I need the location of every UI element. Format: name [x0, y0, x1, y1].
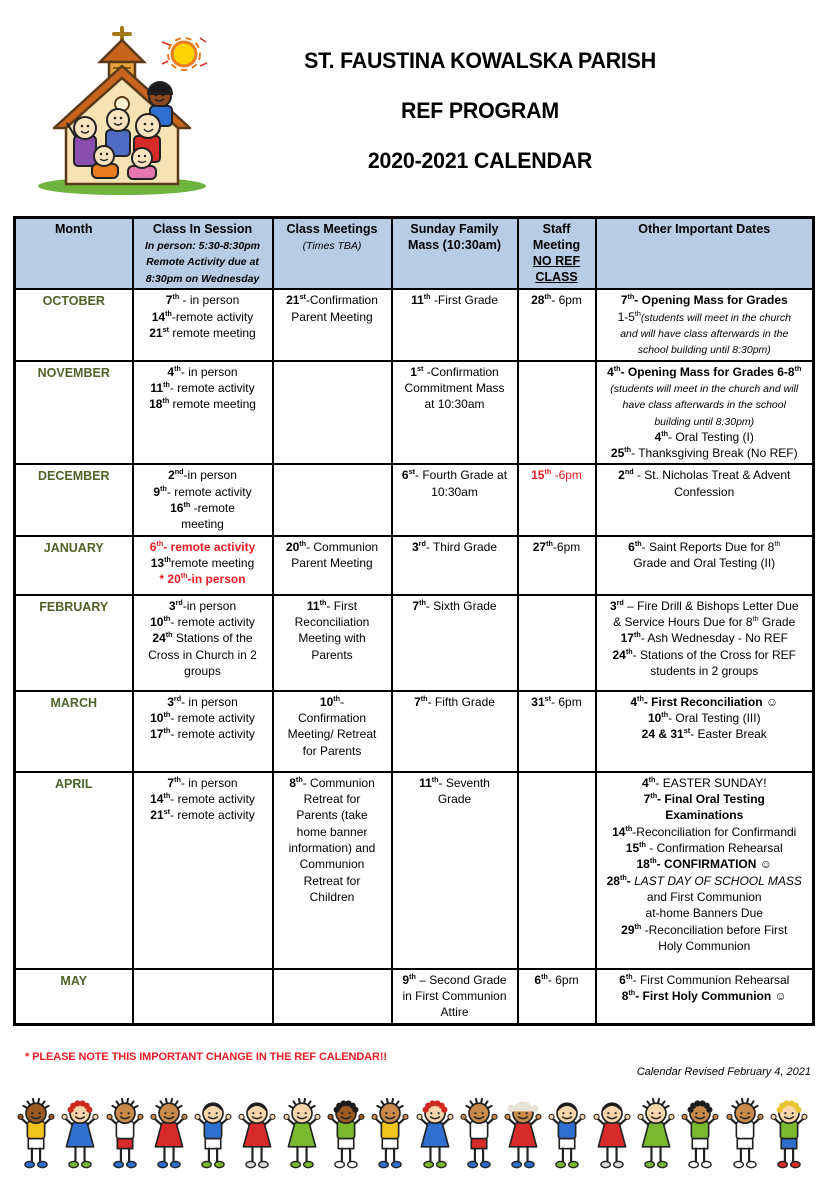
kid-figure	[547, 1094, 587, 1176]
other-dates-cell: 6th- Saint Reports Due for 8th Grade and Oral Testing (II)	[596, 536, 814, 595]
sunday-mass-cell: 11th -First Grade	[392, 289, 518, 360]
kid-figure	[459, 1094, 499, 1176]
sunday-mass-cell: 9th – Second Grade in First Communion Attire	[392, 969, 518, 1024]
class-meetings-cell: 8th- Communion Retreat for Parents (take home banner information) and Communion Retreat for Children	[273, 772, 392, 969]
sunday-family-mass-header: Sunday Family Mass (10:30am)	[392, 218, 518, 290]
calendar-table-body	[15, 289, 814, 1024]
sunday-mass-cell: 7th- Sixth Grade	[392, 595, 518, 691]
kid-figure	[769, 1094, 809, 1176]
class-meetings-cell: 21st-Confirmation Parent Meeting	[273, 289, 392, 360]
kid-figure	[636, 1094, 676, 1176]
staff-meeting-cell: 15th -6pm	[518, 464, 596, 535]
class-in-session-cell: 3rd- in person 10th- remote activity 17th- remote activity	[133, 691, 273, 772]
other-dates-cell: 4th- EASTER SUNDAY! 7th- Final Oral Testing Examinations 14th-Reconciliation for Confirmandi 15th - Confirmation Rehearsal 18th- CONFIRMATION ☺ 28th- LAST DAY OF SCHOOL MASS and First Communion at-home Banners Due 29th -Reconciliation before First Holy Communion	[596, 772, 814, 969]
sunday-mass-cell: 11th- Seventh Grade	[392, 772, 518, 969]
page-title: ST. FAUSTINA KOWALSKA PARISH	[304, 48, 656, 73]
kid-figure	[193, 1094, 233, 1176]
class-in-session-cell: 4th- in person 11th- remote activity 18th remote meeting	[133, 361, 273, 465]
class-in-session-cell: 3rd-in person 10th- remote activity 24th Stations of the Cross in Church in 2 groups	[133, 595, 273, 691]
kid-figure	[415, 1094, 455, 1176]
program-title: REF PROGRAM	[401, 98, 559, 123]
class-meetings-cell	[273, 361, 392, 465]
staff-meeting-cell: 28th- 6pm	[518, 289, 596, 360]
class-in-session-cell	[133, 969, 273, 1024]
class-meetings-header: Class Meetings (Times TBA)	[273, 218, 392, 290]
class-in-session-cell: 6th- remote activity 13thremote meeting * 20th-in person	[133, 536, 273, 595]
table-header-row	[15, 218, 814, 290]
class-meetings-cell: 20th- Communion Parent Meeting	[273, 536, 392, 595]
revision-date: Calendar Revised February 4, 2021	[636, 1066, 811, 1078]
other-dates-cell: 4th- Opening Mass for Grades 6-8th (students will meet in the church and will have class afterwards in the school building until 8:30pm) 4th- Oral Testing (I) 25th- Thanksgiving Break (No REF)	[596, 361, 814, 465]
calendar-year-title: 2020-2021 CALENDAR	[367, 148, 593, 173]
kid-figure	[725, 1094, 765, 1176]
class-meetings-cell	[273, 464, 392, 535]
staff-meeting-cell: 27th-6pm	[518, 536, 596, 595]
calendar-row-may	[15, 969, 814, 1024]
month-cell: MARCH	[15, 691, 133, 772]
kid-figure	[237, 1094, 277, 1176]
other-dates-cell: 3rd – Fire Drill & Bishops Letter Due & Service Hours Due for 8th Grade 17th- Ash Wednesday - No REF 24th- Stations of the Cross for REF students in 2 groups	[596, 595, 814, 691]
calendar-row-april	[15, 772, 814, 969]
month-cell: OCTOBER	[15, 289, 133, 360]
calendar-row-february	[15, 595, 814, 691]
sunday-mass-cell: 7th- Fifth Grade	[392, 691, 518, 772]
class-in-session-cell: 7th - in person 14th-remote activity 21st remote meeting	[133, 289, 273, 360]
staff-meeting-cell: 6th- 6pm	[518, 969, 596, 1024]
kid-figure	[503, 1094, 543, 1176]
staff-meeting-cell	[518, 361, 596, 465]
other-important-dates-header: Other Important Dates	[596, 218, 814, 290]
calendar-row-march	[15, 691, 814, 772]
other-dates-cell: 4th- First Reconciliation ☺ 10th- Oral Testing (III) 24 & 31st- Easter Break	[596, 691, 814, 772]
month-cell: DECEMBER	[15, 464, 133, 535]
sunday-mass-cell: 3rd- Third Grade	[392, 536, 518, 595]
class-in-session-cell: 2nd-in person 9th- remote activity 16th -remote meeting	[133, 464, 273, 535]
class-in-session-cell: 7th- in person 14th- remote activity 21st- remote activity	[133, 772, 273, 969]
kid-figure	[282, 1094, 322, 1176]
kid-figure	[592, 1094, 632, 1176]
class-meetings-cell	[273, 969, 392, 1024]
staff-meeting-cell: 31st- 6pm	[518, 691, 596, 772]
other-dates-cell: 6th- First Communion Rehearsal 8th- First Holy Communion ☺	[596, 969, 814, 1024]
kid-figure	[60, 1094, 100, 1176]
calendar-table-head	[15, 218, 814, 290]
sunday-mass-cell: 6st- Fourth Grade at 10:30am	[392, 464, 518, 535]
sunday-mass-cell: 1st -Confirmation Commitment Mass at 10:30am	[392, 361, 518, 465]
calendar-row-november	[15, 361, 814, 465]
important-change-note: * PLEASE NOTE THIS IMPORTANT CHANGE IN THE REF CALENDAR!!	[25, 1051, 387, 1063]
month-cell: NOVEMBER	[15, 361, 133, 465]
kid-figure	[105, 1094, 145, 1176]
other-dates-cell: 2nd - St. Nicholas Treat & Advent Confession	[596, 464, 814, 535]
calendar-row-october	[15, 289, 814, 360]
month-cell: MAY	[15, 969, 133, 1024]
class-meetings-cell: 11th- First Reconciliation Meeting with Parents	[273, 595, 392, 691]
staff-meeting-cell	[518, 595, 596, 691]
month-cell: FEBRUARY	[15, 595, 133, 691]
title-block	[135, 48, 825, 198]
class-in-session-header: Class In Session In person: 5:30-8:30pm Remote Activity due at 8:30pm on Wednesday	[133, 218, 273, 290]
kid-figure	[326, 1094, 366, 1176]
month-header: Month	[15, 218, 133, 290]
calendar-row-january	[15, 536, 814, 595]
month-cell: APRIL	[15, 772, 133, 969]
staff-meeting-cell	[518, 772, 596, 969]
class-meetings-cell: 10th- Confirmation Meeting/ Retreat for Parents	[273, 691, 392, 772]
staff-meeting-header: Staff Meeting NO REF CLASS	[518, 218, 596, 290]
calendar-row-december	[15, 464, 814, 535]
kids-border-clipart	[16, 1094, 809, 1176]
month-cell: JANUARY	[15, 536, 133, 595]
kid-figure	[680, 1094, 720, 1176]
kid-figure	[16, 1094, 56, 1176]
other-dates-cell: 7th- Opening Mass for Grades 1-5th(students will meet in the church and will have class afterwards in the school building until 8:30pm)	[596, 289, 814, 360]
kid-figure	[370, 1094, 410, 1176]
calendar-table	[13, 216, 815, 1026]
kid-figure	[149, 1094, 189, 1176]
